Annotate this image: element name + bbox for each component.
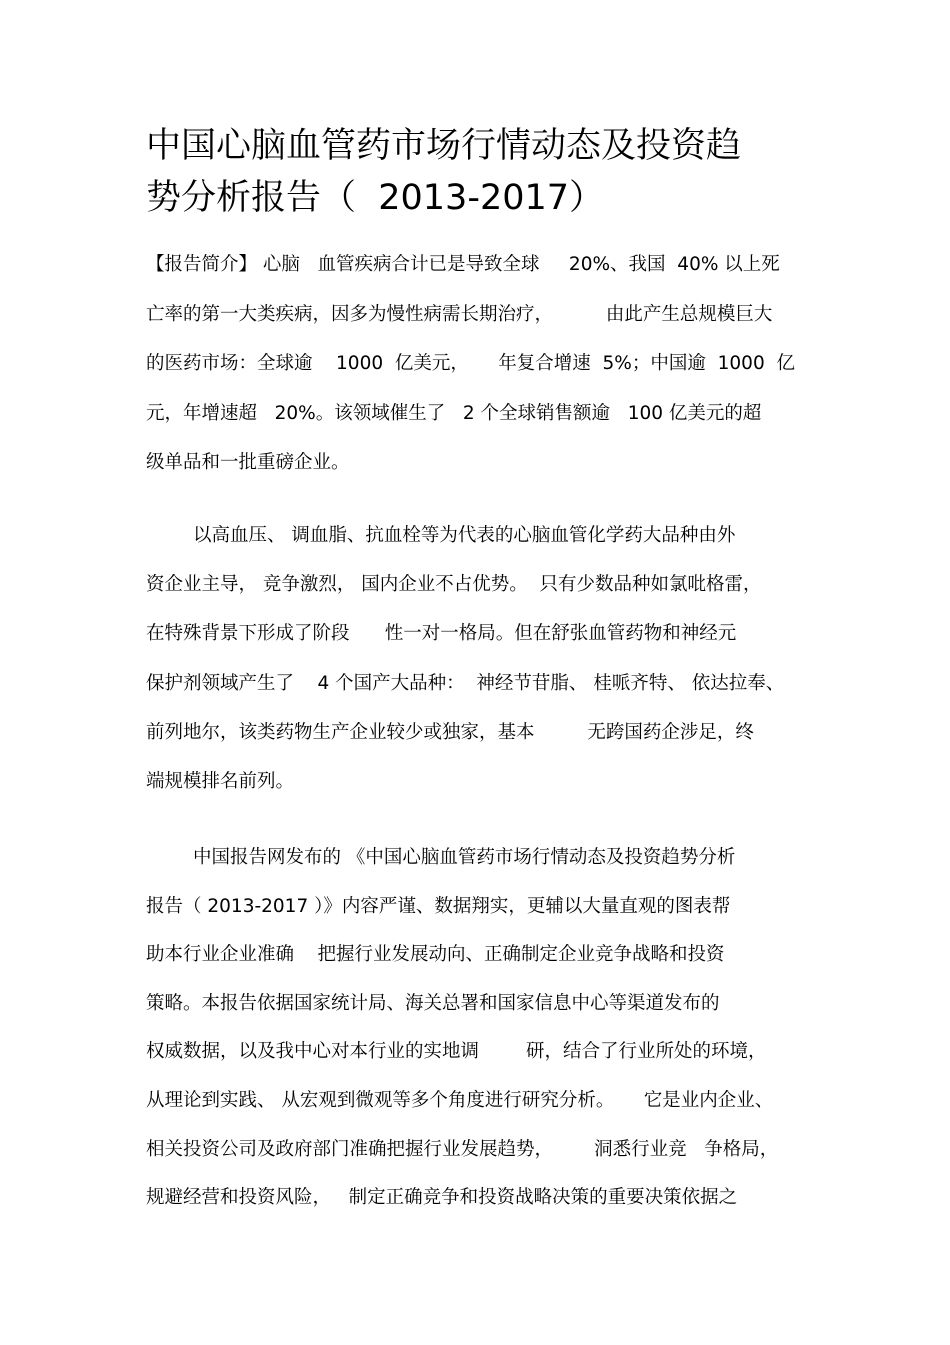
text-line: 元，年增速超 20%。该领域催生了 2 个全球销售额逾 100 亿美元的超 [146, 402, 762, 424]
text-line: 亡率的第一大类疾病，因多为慢性病需长期治疗， 由此产生总规模巨大 [146, 303, 773, 325]
text-line: 策略。本报告依据国家统计局、海关总署和国家信息中心等渠道发布的 [146, 992, 720, 1014]
text-line: 从理论到实践、 从宏观到微观等多个角度进行研究分析。 它是业内企业、 [146, 1089, 774, 1111]
text-line: 权威数据，以及我中心对本行业的实地调 研，结合了行业所处的环境， [146, 1041, 767, 1063]
text-line: 端规模排名前列。 [146, 771, 295, 793]
paragraph-intro [146, 240, 816, 488]
text-line: 助本行业企业准确 把握行业发展动向、正确制定企业竞争战略和投资 [146, 944, 725, 966]
text-line: 【报告简介】 心脑 血管疾病合计已是导致全球 20%、我国 40% 以上死 [146, 254, 780, 275]
text-line: 以高血压、 调血脂、抗血栓等为代表的心脑血管化学药大品种由外 [146, 525, 736, 546]
text-line: 中国报告网发布的 《中国心脑血管药市场行情动态及投资趋势分析 [146, 847, 736, 868]
text-line: 前列地尔，该类药物生产企业较少或独家，基本 无跨国药企涉足，终 [146, 721, 754, 743]
paragraph-report [146, 834, 816, 1223]
title-line: 势分析报告（ 2013-2017） [146, 178, 605, 218]
text-line: 报告（ 2013-2017 ）》内容严谨、数据翔实，更辅以大量直观的图表帮 [146, 895, 731, 917]
text-line: 相关投资公司及政府部门准确把握行业发展趋势， 洞悉行业竞 争格局， [146, 1138, 779, 1160]
document-title [146, 120, 741, 224]
text-line: 在特殊背景下形成了阶段 性一对一格局。但在舒张血管药物和神经元 [146, 623, 737, 645]
text-line: 资企业主导， 竞争激烈， 国内企业不占优势。 只有少数品种如氯吡格雷， [146, 574, 762, 596]
text-line: 保护剂领域产生了 4 个国产大品种： 神经节苷脂、 桂哌齐特、 依达拉奉、 [146, 672, 785, 694]
title-line: 中国心脑血管药市场行情动态及投资趋 [146, 126, 742, 166]
text-line: 规避经营和投资风险， 制定正确竞争和投资战略决策的重要决策依据之 [146, 1187, 738, 1209]
text-line: 级单品和一批重磅企业。 [146, 452, 350, 473]
text-line: 的医药市场：全球逾 1000 亿美元， 年复合增速 5%；中国逾 1000 亿 [146, 353, 795, 374]
paragraph-market [146, 511, 816, 806]
